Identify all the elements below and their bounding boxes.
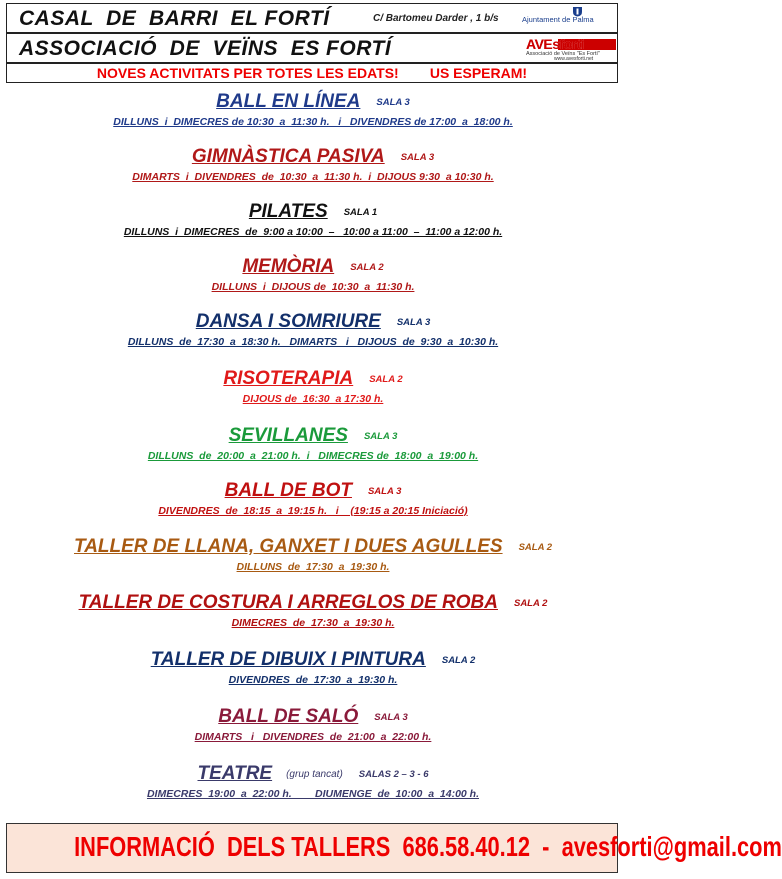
activity-title: TALLER DE DIBUIX I PINTURA xyxy=(150,649,426,670)
activity-schedule: DIMARTS i DIVENDRES de 21:00 a 22:00 h. xyxy=(194,731,432,743)
activity-title: GIMNÀSTICA PASIVA xyxy=(191,146,385,167)
activity-heading xyxy=(0,256,626,278)
activity-heading xyxy=(0,311,626,333)
activity-room: SALA 3 xyxy=(376,97,410,108)
activity-schedule: DIVENDRES de 18:15 a 19:15 h. i (19:15 a 20:15 Iniciació) xyxy=(158,505,468,517)
activity-title: BALL DE SALÓ xyxy=(218,706,359,727)
header-row-casal xyxy=(6,3,618,33)
activity-heading xyxy=(0,649,626,671)
activity-heading xyxy=(0,536,626,558)
address-text: C/ Bartomeu Darder , 1 b/s xyxy=(373,13,499,24)
activity-heading xyxy=(0,763,626,785)
activity-schedule: DIJOUS de 16:30 a 17:30 h. xyxy=(242,393,384,405)
activity-room: SALA 2 xyxy=(350,262,384,273)
activity-schedule: DILLUNS i DIJOUS de 10:30 a 11:30 h. xyxy=(211,281,415,293)
activity-heading xyxy=(0,592,626,614)
activity-heading xyxy=(0,146,626,168)
activity-heading xyxy=(0,480,626,502)
activity-room: SALA 2 xyxy=(369,374,403,385)
activity-schedule: DILLUNS de 17:30 a 18:30 h. DIMARTS i DIJOUS de 9:30 a 10:30 h. xyxy=(127,336,499,348)
activity-heading xyxy=(0,368,626,390)
activity-title: TALLER DE COSTURA I ARREGLOS DE ROBA xyxy=(78,592,498,613)
activity-room: SALA 2 xyxy=(518,542,552,553)
activity-room: SALA 2 xyxy=(441,655,476,666)
logo-website: www.avesforti.net xyxy=(554,56,594,62)
activity-heading xyxy=(0,91,626,113)
logo-subtitle: Associació de Veïns "Es Fortí" xyxy=(526,51,600,57)
activity-title: SEVILLANES xyxy=(228,425,348,446)
associacio-title: ASSOCIACIÓ DE VEÏNS ES FORTÍ xyxy=(19,37,392,60)
activity-schedule: DIMARTS i DIVENDRES de 10:30 a 11:30 h. i DIJOUS 9:30 a 10:30 h. xyxy=(132,171,494,183)
activity-room: SALA 3 xyxy=(396,317,431,328)
activity-schedule: DIVENDRES de 17:30 a 19:30 h. xyxy=(228,674,398,686)
activity-room: SALA 3 xyxy=(374,712,408,723)
casal-title: CASAL DE BARRI EL FORTÍ xyxy=(19,7,330,30)
activity-title: PILATES xyxy=(248,201,328,222)
activity-room: SALAS 2 – 3 - 6 xyxy=(358,769,429,780)
activity-schedule: DILLUNS i DIMECRES de 9:00 a 10:00 – 10:00 a 11:00 – 11:00 a 12:00 h. xyxy=(123,226,503,238)
activity-title: TALLER DE LLANA, GANXET I DUES AGULLES xyxy=(74,536,503,557)
ajuntament-text: Ajuntament de Palma xyxy=(522,15,594,24)
activity-room: SALA 3 xyxy=(400,152,435,163)
activity-heading xyxy=(0,706,626,728)
activity-schedule: DILLUNS i DIMECRES de 10:30 a 11:30 h. i DIVENDRES de 17:00 a 18:00 h. xyxy=(113,116,513,128)
footer-info-box xyxy=(6,823,782,873)
activity-title: RISOTERAPIA xyxy=(223,368,354,389)
activity-schedule: DILLUNS de 17:30 a 19:30 h. xyxy=(236,561,390,573)
activity-schedule: DIMECRES de 17:30 a 19:30 h. xyxy=(231,617,395,629)
activity-room: SALA 3 xyxy=(363,431,398,442)
activity-title: TEATRE xyxy=(197,763,273,784)
header-row-associacio xyxy=(6,33,618,63)
avesforti-logo xyxy=(524,36,616,61)
activity-schedule: DILLUNS de 20:00 a 21:00 h. i DIMECRES de 18:00 a 19:00 h. xyxy=(147,450,479,462)
activity-title: DANSA I SOMRIURE xyxy=(195,311,381,332)
activity-heading xyxy=(0,425,626,447)
activity-title: BALL DE BOT xyxy=(224,480,352,501)
footer-contact-text: INFORMACIÓ DELS TALLERS 686.58.40.12 - avesforti@gmail.com xyxy=(74,831,782,862)
activity-room: SALA 1 xyxy=(343,207,378,218)
ajuntament-logo xyxy=(522,6,616,30)
activity-note: (grup tancat) xyxy=(286,769,343,780)
activity-schedule: DIMECRES 19:00 a 22:00 h. DIUMENGE de 10:00 a 14:00 h. xyxy=(146,788,480,800)
activity-title: MEMÒRIA xyxy=(242,256,335,277)
activity-room: SALA 3 xyxy=(367,486,402,497)
activity-title: BALL EN LÍNEA xyxy=(216,91,361,112)
header-row-banner xyxy=(6,63,618,83)
logo-text: AVEsforti xyxy=(526,36,585,52)
banner-text: NOVES ACTIVITATS PER TOTES LES EDATS! US ESPERAM! xyxy=(96,65,528,81)
activity-heading xyxy=(0,201,626,223)
activity-room: SALA 2 xyxy=(513,598,548,609)
